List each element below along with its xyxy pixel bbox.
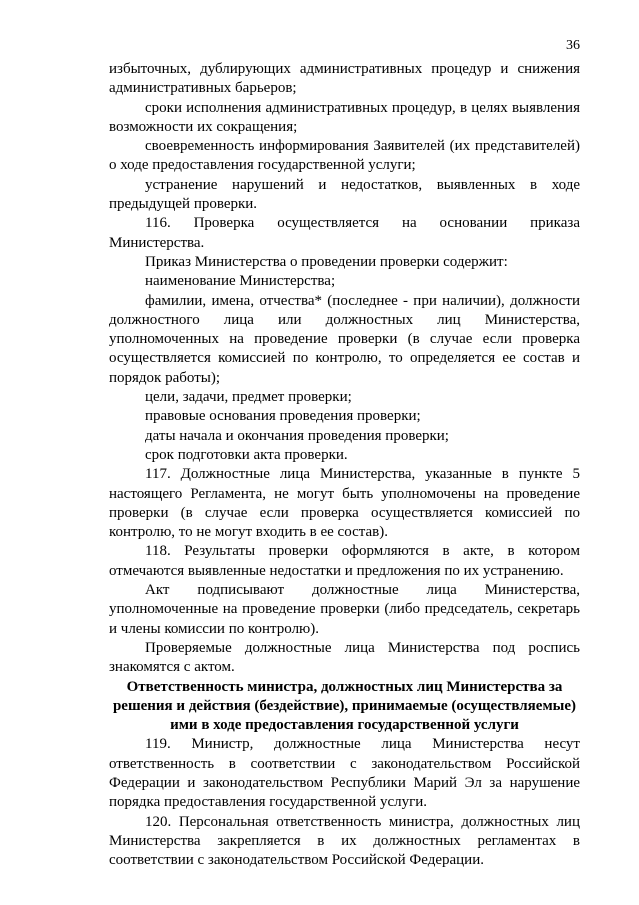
paragraph: фамилии, имена, отчества* (последнее - при наличии), должности должностного лица или должностных лиц Министерства, уполномоченных на проведение проверки (в случае если проверка осуществляется комиссией по контролю, то определяется ее состав и порядок работы);	[109, 292, 580, 386]
page-number: 36	[566, 38, 580, 53]
document-body	[109, 60, 580, 870]
paragraph: 120. Персональная ответственность министра, должностных лиц Министерства закрепляется в их должностных регламентах в соответствии с законодательством Российской Федерации.	[109, 813, 580, 869]
paragraph: срок подготовки акта проверки.	[145, 446, 348, 463]
paragraph: устранение нарушений и недостатков, выявленных в ходе предыдущей проверки.	[109, 176, 580, 213]
section-heading: Ответственность министра, должностных лиц Министерства за решения и действия (бездействие), принимаемые (осуществляемые) ими в ходе предоставления государственной услуги	[112, 678, 577, 734]
paragraph: своевременность информирования Заявителей (их представителей) о ходе предоставления государственной услуги;	[109, 138, 580, 174]
paragraph: 116. Проверка осуществляется на основании приказа Министерства.	[109, 215, 580, 251]
paragraph: сроки исполнения административных процедур, в целях выявления возможности их сокращения;	[109, 99, 580, 135]
paragraph: даты начала и окончания проведения проверки;	[145, 427, 449, 444]
paragraph: Акт подписывают должностные лица Министерства, уполномоченные на проведение проверки (либо председатель, секретарь и члены комиссии по контролю).	[109, 582, 580, 637]
paragraph: 118. Результаты проверки оформляются в акте, в котором отмечаются выявленные недостатки и предложения по их устранению.	[109, 543, 580, 579]
paragraph: избыточных, дублирующих административных процедур и снижения административных барьеров;	[109, 61, 580, 97]
paragraph: наименование Министерства;	[145, 273, 336, 290]
paragraph: 119. Министр, должностные лица Министерства несут ответственность в соответствии с законодательством Российской Федерации и законодательством Республики Марий Эл за нарушение порядка предоставления государственной услуги.	[109, 736, 580, 811]
paragraph: 117. Должностные лица Министерства, указанные в пункте 5 настоящего Регламента, не могут быть уполномочены на проведение проверки (в случае если проверка осуществляется комиссией по контролю, то не могут входить в ее состав).	[109, 466, 580, 541]
paragraph: правовые основания проведения проверки;	[145, 408, 421, 425]
paragraph: цели, задачи, предмет проверки;	[145, 389, 352, 406]
paragraph: Проверяемые должностные лица Министерства под роспись знакомятся с актом.	[109, 639, 580, 676]
paragraph: Приказ Министерства о проведении проверки содержит:	[145, 253, 508, 270]
